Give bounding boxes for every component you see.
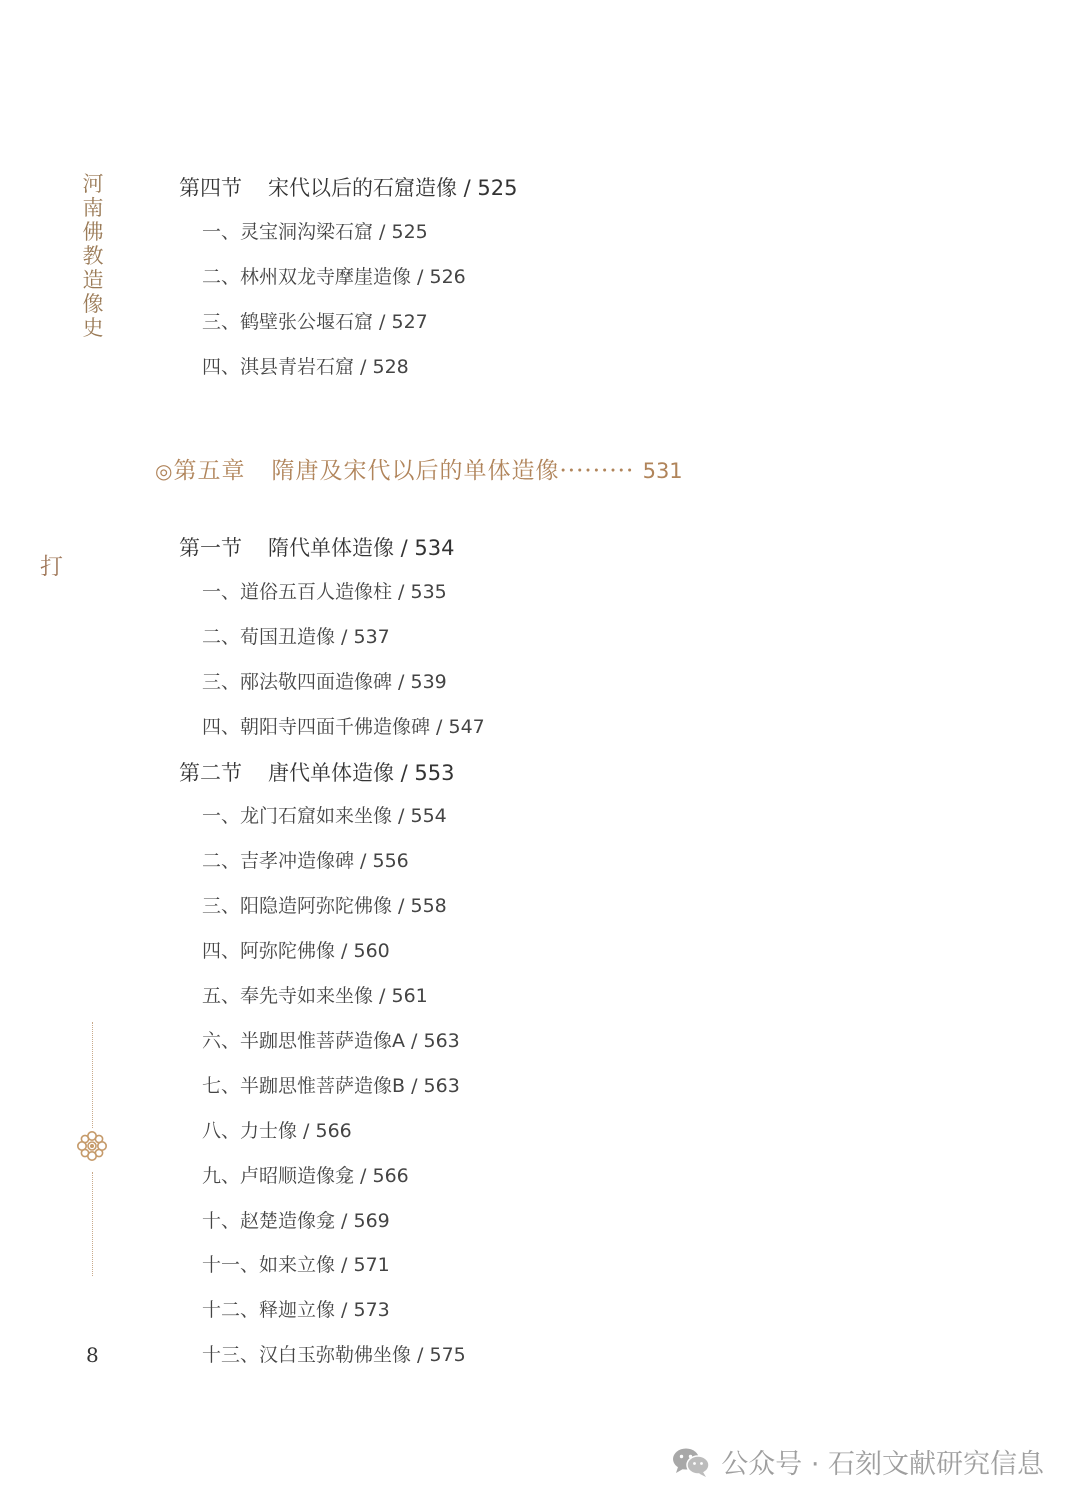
chapter-heading[interactable] (155, 452, 683, 485)
toc-item[interactable]: 九、卢昭顺造像龛 / 566 (202, 1165, 409, 1187)
chapter-page: 531 (642, 459, 683, 483)
watermark (671, 1442, 1044, 1481)
section-label: 第二节 (179, 761, 242, 785)
toc-item[interactable]: 四、阿弥陀佛像 / 560 (202, 940, 390, 962)
chapter-mark-icon: ◎ (155, 459, 174, 483)
toc-item[interactable]: 七、半跏思惟菩萨造像B / 563 (202, 1075, 460, 1097)
page-number: 8 (86, 1343, 99, 1367)
watermark-text: 公众号 · 石刻文献研究信息 (721, 1449, 1044, 1480)
toc-item[interactable]: 四、朝阳寺四面千佛造像碑 / 547 (202, 716, 485, 738)
toc-item[interactable]: 一、龙门石窟如来坐像 / 554 (202, 805, 447, 827)
toc-item[interactable]: 二、吉孝冲造像碑 / 556 (202, 850, 409, 872)
toc-section[interactable] (179, 172, 518, 202)
section-title: 宋代以后的石窟造像 / 525 (268, 176, 518, 200)
toc-item[interactable]: 八、力士像 / 566 (202, 1120, 352, 1142)
toc-item[interactable]: 十二、释迦立像 / 573 (202, 1299, 390, 1321)
decorative-dotted-line-top (92, 1022, 93, 1128)
section-label: 第四节 (179, 176, 242, 200)
toc-item[interactable]: 十三、汉白玉弥勒佛坐像 / 575 (202, 1344, 466, 1366)
wechat-icon (671, 1446, 711, 1478)
toc-section[interactable] (179, 757, 455, 787)
toc-item[interactable]: 一、灵宝洞沟梁石窟 / 525 (202, 221, 428, 243)
flower-ornament-icon (74, 1128, 110, 1164)
chapter-label: 第五章 (173, 458, 246, 484)
toc-item[interactable]: 三、邴法敬四面造像碑 / 539 (202, 671, 447, 693)
toc-section[interactable] (179, 532, 455, 562)
chapter-leader: ········· (559, 458, 635, 484)
toc-item[interactable]: 二、林州双龙寺摩崖造像 / 526 (202, 266, 466, 288)
toc-item[interactable]: 四、淇县青岩石窟 / 528 (202, 356, 409, 378)
toc-item[interactable]: 三、鹤壁张公堰石窟 / 527 (202, 311, 428, 333)
toc-item[interactable]: 十、赵楚造像龛 / 569 (202, 1210, 390, 1232)
toc-item[interactable]: 六、半跏思惟菩萨造像A / 563 (202, 1030, 460, 1052)
toc-item[interactable]: 三、阳隐造阿弥陀佛像 / 558 (202, 895, 447, 917)
toc-item[interactable]: 二、荀国丑造像 / 537 (202, 626, 390, 648)
chapter-title: 隋唐及宋代以后的单体造像 (271, 458, 560, 484)
section-title: 唐代单体造像 / 553 (268, 761, 455, 785)
section-title: 隋代单体造像 / 534 (268, 536, 455, 560)
toc-item[interactable]: 五、奉先寺如来坐像 / 561 (202, 985, 428, 1007)
side-character: 打 (40, 554, 63, 580)
section-label: 第一节 (179, 536, 242, 560)
toc-item[interactable]: 十一、如来立像 / 571 (202, 1254, 390, 1276)
running-title: 河南佛教造像史 (82, 172, 104, 340)
decorative-dotted-line-bottom (92, 1172, 93, 1276)
toc-item[interactable]: 一、道俗五百人造像柱 / 535 (202, 581, 447, 603)
